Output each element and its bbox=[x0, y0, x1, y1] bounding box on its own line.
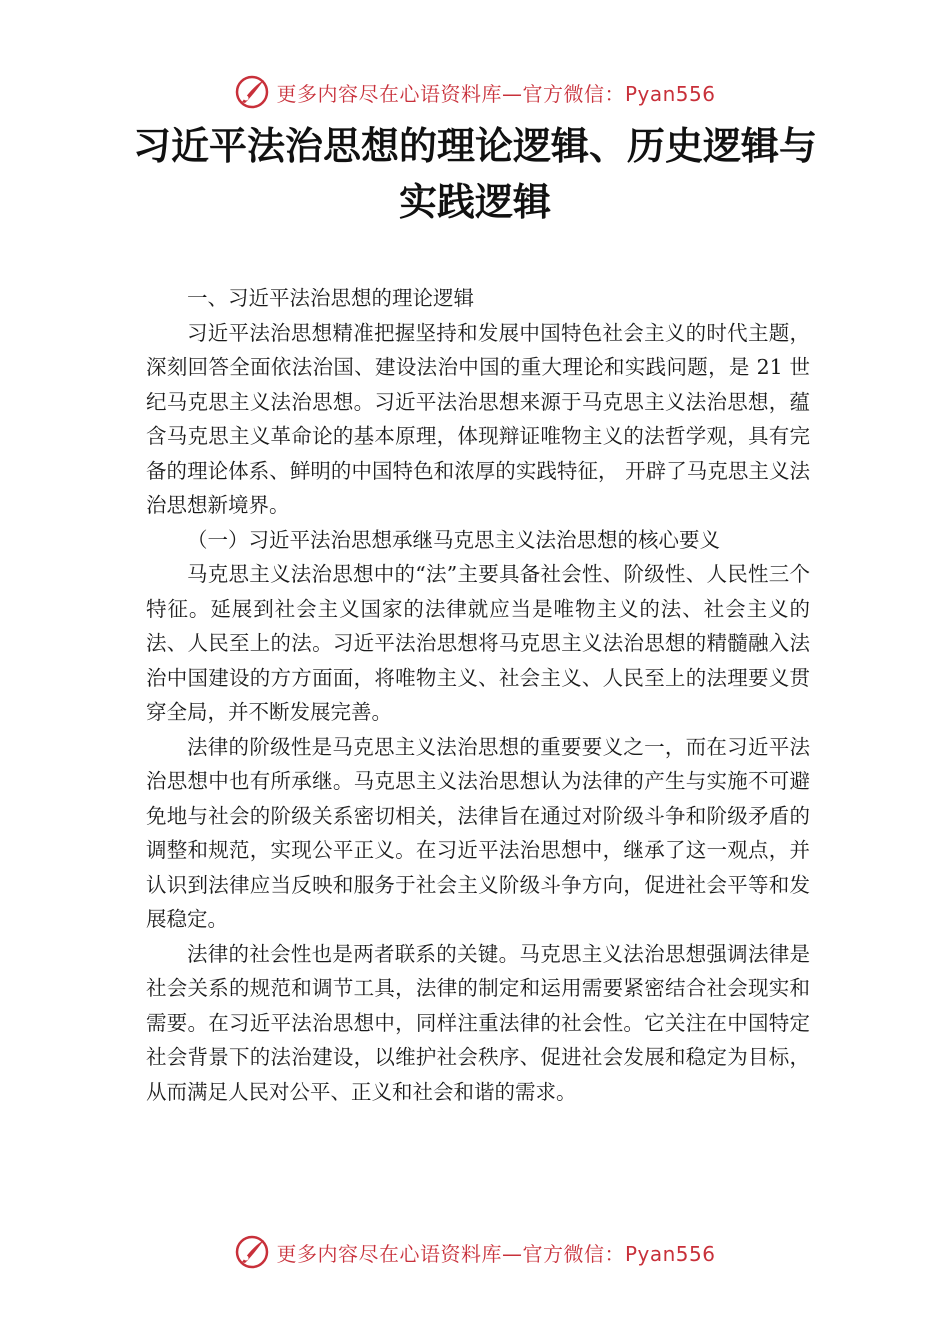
paragraph: 习近平法治思想精准把握坚持和发展中国特色社会主义的时代主题，深刻回答全面依法治国、建设法治中国的重大理论和实践问题，是 21 世纪马克思主义法治思想。习近平法治思想来源于马克思主义法治思想，蕴含马克思主义革命论的基本原理，体现辩证唯物主义的法哲学观，具有完备的理论体系、鲜明的中国特色和浓厚的实践特征， 开辟了马克思主义法治思想新境界。 bbox=[146, 320, 810, 517]
footer-banner-text: 更多内容尽在心语资料库—官方微信：Pyan556 bbox=[276, 1241, 716, 1266]
paragraph: 法律的阶级性是马克思主义法治思想的重要要义之一，而在习近平法治思想中也有所承继。马克思主义法治思想认为法律的产生与实施不可避免地与社会的阶级关系密切相关，法律旨在通过对阶级斗争和阶级矛盾的调整和规范，实现公平正义。在习近平法治思想中，继承了这一观点，并认识到法律应当反映和服务于社会主义阶级斗争方向，促进社会平等和发展稳定。 bbox=[146, 734, 810, 931]
quill-brush-logo bbox=[234, 1234, 270, 1270]
subsection-heading: （一）习近平法治思想承继马克思主义法治思想的核心要义 bbox=[187, 527, 720, 552]
footer-banner bbox=[0, 1230, 950, 1274]
header-banner-text: 更多内容尽在心语资料库—官方微信：Pyan556 bbox=[276, 81, 716, 106]
header-banner bbox=[0, 70, 950, 114]
quill-brush-logo bbox=[234, 74, 270, 110]
paragraph: 法律的社会性也是两者联系的关键。马克思主义法治思想强调法律是社会关系的规范和调节工具，法律的制定和运用需要紧密结合社会现实和需要。在习近平法治思想中，同样注重法律的社会性。它关注在中国特定社会背景下的法治建设，以维护社会秩序、促进社会发展和稳定为目标，从而满足人民对公平、正义和社会和谐的需求。 bbox=[146, 941, 810, 1104]
section-heading: 一、习近平法治思想的理论逻辑 bbox=[187, 286, 474, 310]
document-body bbox=[146, 281, 810, 1109]
paragraph: 马克思主义法治思想中的“法”主要具备社会性、阶级性、人民性三个特征。延展到社会主义国家的法律就应当是唯物主义的法、社会主义的法、人民至上的法。习近平法治思想将马克思主义法治思想的精髓融入法治中国建设的方方面面，将唯物主义、社会主义、人民至上的法理要义贯穿全局，并不断发展完善。 bbox=[146, 562, 810, 724]
document-title: 习近平法治思想的理论逻辑、历史逻辑与实践逻辑 bbox=[132, 124, 817, 224]
